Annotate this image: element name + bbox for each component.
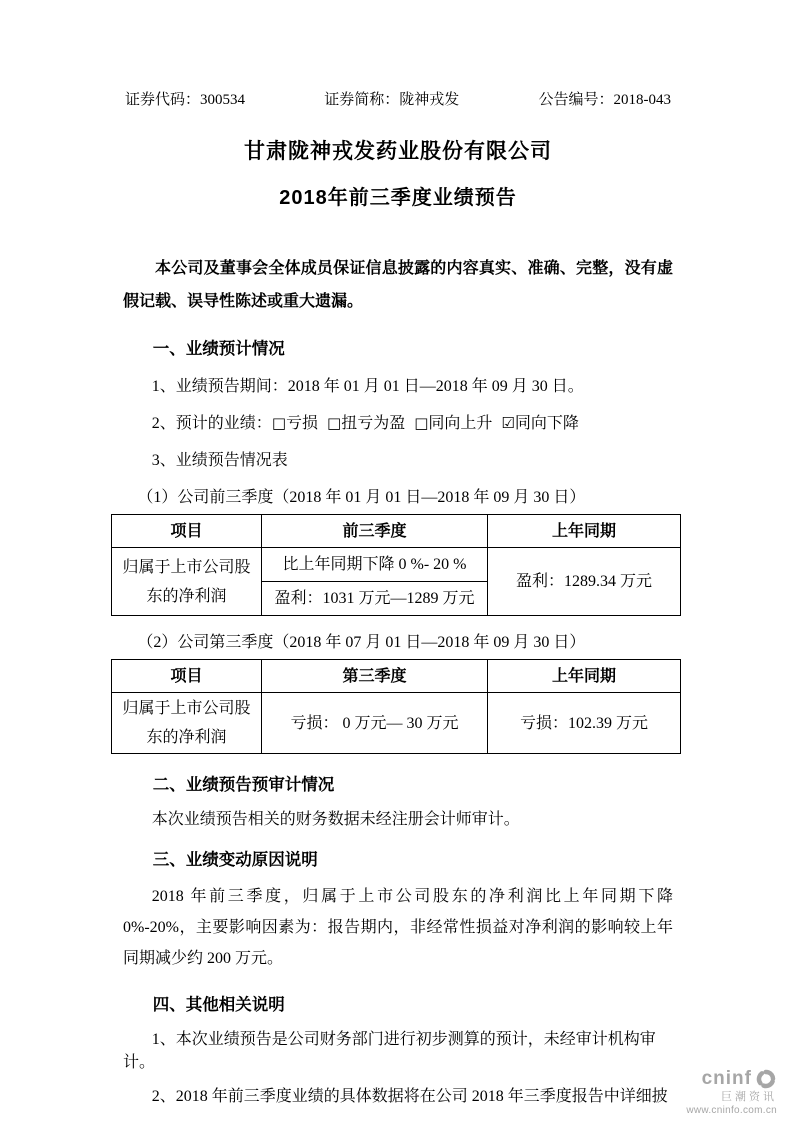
checkbox-decrease-label: 同向下降	[514, 415, 579, 432]
doc-header	[125, 88, 671, 109]
checkbox-turnaround-label: 扭亏为盈	[341, 415, 406, 432]
checkbox-increase-label: 同向上升	[428, 415, 493, 432]
section-3-heading: 三、业绩变动原因说明	[152, 851, 318, 869]
other-note-1: 1、本次业绩预告是公司财务部门进行初步测算的预计，未经审计机构审计。	[123, 1031, 656, 1071]
checkbox-unchecked-icon: □	[414, 414, 429, 432]
table1-cell-change: 比上年同期下降 0 %- 20 %	[262, 548, 488, 582]
q1-q3-forecast-table	[111, 514, 681, 616]
section-2-heading: 二、业绩预告预审计情况	[152, 776, 335, 794]
section-1-heading: 一、业绩预计情况	[152, 340, 285, 358]
table-row	[112, 548, 681, 582]
table1-row-item: 归属于上市公司股东的净利润	[112, 548, 262, 616]
checkbox-decrease	[501, 415, 578, 432]
table-header-row	[112, 660, 681, 693]
cninfo-logo-text: cninf	[701, 1068, 752, 1090]
checkbox-unchecked-icon: □	[327, 414, 342, 432]
cninfo-url: www.cninfo.com.cn	[686, 1104, 777, 1116]
stock-code: 证券代码：300534	[125, 92, 246, 108]
table2-caption: （2）公司第三季度（2018 年 07 月 01 日—2018 年 09 月 30 日）	[137, 634, 586, 651]
table1-header-item: 项目	[112, 515, 262, 548]
audit-status-line: 本次业绩预告相关的财务数据未经注册会计师审计。	[151, 811, 520, 828]
table1-cell-prev-year: 盈利：1289.34 万元	[488, 548, 681, 616]
table-row	[112, 693, 681, 754]
checkbox-checked-icon: ☑	[501, 414, 515, 432]
table2-cell-prev-year: 亏损：102.39 万元	[488, 693, 681, 754]
cninfo-logo	[686, 1068, 777, 1090]
report-title: 2018年前三季度业绩预告	[279, 187, 517, 209]
table2-header-prev-year: 上年同期	[488, 660, 681, 693]
checkbox-turnaround	[327, 415, 405, 432]
table1-cell-profit-range: 盈利：1031 万元—1289 万元	[262, 582, 488, 616]
cninfo-watermark	[686, 1068, 777, 1116]
table2-header-item: 项目	[112, 660, 262, 693]
company-title: 甘肃陇神戎发药业股份有限公司	[244, 140, 552, 163]
checkbox-loss-label: 亏损	[286, 415, 319, 432]
forecast-type-prefix: 2、预计的业绩：	[151, 415, 272, 432]
checkbox-unchecked-icon: □	[271, 414, 286, 432]
table1-header-period: 前三季度	[262, 515, 488, 548]
announcement-number: 公告编号：2018-043	[538, 92, 671, 108]
forecast-period-line: 1、业绩预告期间：2018 年 01 月 01 日—2018 年 09 月 30 日。	[151, 378, 584, 395]
declaration-paragraph: 本公司及董事会全体成员保证信息披露的内容真实、准确、完整，没有虚假记载、误导性陈述或重大遗漏。	[123, 260, 673, 310]
table2-row-item: 归属于上市公司股东的净利润	[112, 693, 262, 754]
checkbox-loss	[272, 415, 318, 432]
section-4-heading: 四、其他相关说明	[152, 996, 285, 1014]
table-header-row	[112, 515, 681, 548]
table2-cell-loss-range: 亏损： 0 万元— 30 万元	[262, 693, 488, 754]
table1-header-prev-year: 上年同期	[488, 515, 681, 548]
cninfo-swirl-icon	[755, 1069, 777, 1089]
forecast-table-line: 3、业绩预告情况表	[151, 452, 288, 469]
q3-forecast-table	[111, 659, 681, 754]
stock-short-name: 证券简称：陇神戎发	[324, 92, 460, 108]
cninfo-chinese-name: 巨潮资讯	[721, 1090, 777, 1103]
other-note-2: 2、2018 年前三季度业绩的具体数据将在公司 2018 年三季度报告中详细披	[151, 1088, 668, 1105]
checkbox-increase	[414, 415, 492, 432]
forecast-type-line	[123, 410, 673, 433]
change-reason-paragraph: 2018 年前三季度，归属于上市公司股东的净利润比上年同期下降 0%-20%，主要影响因素为：报告期内，非经常性损益对净利润的影响较上年同期减少约 200 万元。	[123, 888, 673, 967]
table1-caption: （1）公司前三季度（2018 年 01 月 01 日—2018 年 09 月 30 日）	[137, 489, 586, 506]
table2-header-period: 第三季度	[262, 660, 488, 693]
